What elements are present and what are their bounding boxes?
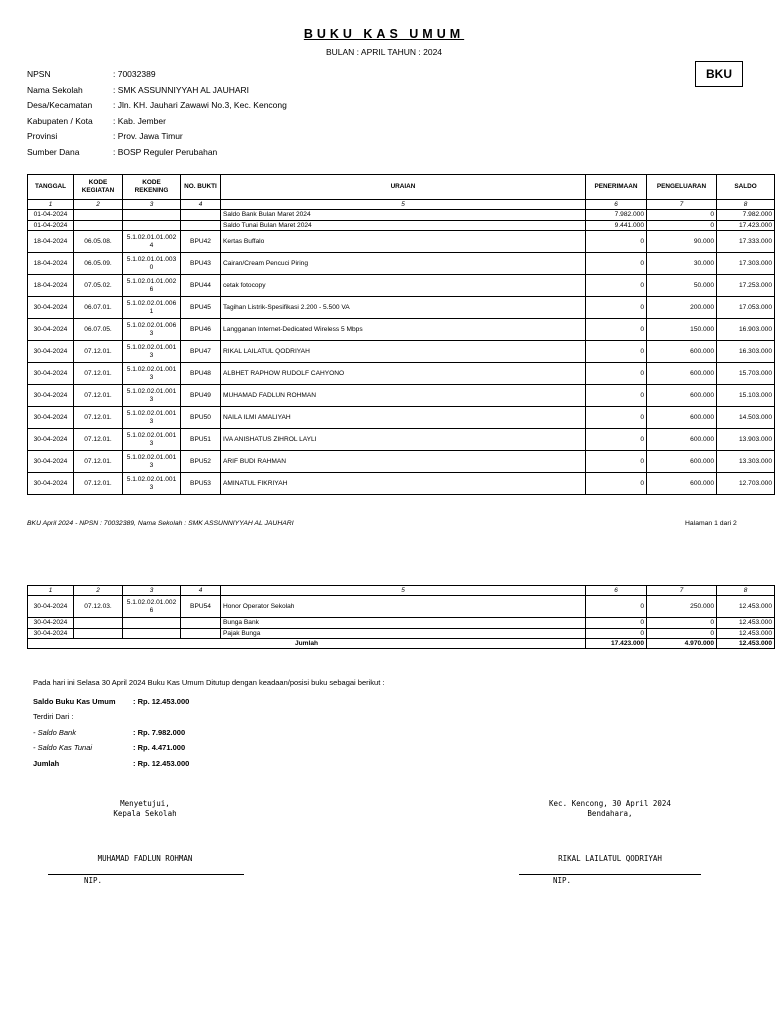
table-row <box>28 429 775 451</box>
total-row <box>28 639 775 649</box>
header-penerimaan: PENERIMAAN <box>586 175 647 200</box>
cell-tanggal: 30-04-2024 <box>28 297 74 319</box>
right-sign-title2: Bendahara, <box>587 809 633 818</box>
info-label: Desa/Kecamatan <box>27 100 93 110</box>
col-num: 4 <box>181 586 221 596</box>
total-penerimaan: 17.423.000 <box>586 639 647 649</box>
cell-kode-kegiatan: 06.05.08. <box>74 231 123 253</box>
bku-badge: BKU <box>695 61 743 87</box>
col-num: 6 <box>586 200 647 210</box>
jumlah-value: : Rp. 12.453.000 <box>133 759 190 768</box>
table-row <box>28 618 775 629</box>
cell-kode-rekening: 5.1.02.02.01.0013 <box>123 451 181 473</box>
cell-tanggal: 30-04-2024 <box>28 363 74 385</box>
cell-tanggal: 30-04-2024 <box>28 341 74 363</box>
page-footer-right: Halaman 1 dari 2 <box>685 520 737 527</box>
table-row <box>28 231 775 253</box>
cell-kode-kegiatan: 07.12.03. <box>74 596 123 618</box>
cell-kode-rekening: 5.1.02.02.01.0013 <box>123 385 181 407</box>
cell-kode-rekening: 5.1.02.02.01.0013 <box>123 407 181 429</box>
saldo-bku-label: Saldo Buku Kas Umum <box>33 697 116 706</box>
cell-saldo: 12.453.000 <box>717 618 775 629</box>
cell-uraian: cetak fotocopy <box>221 275 586 297</box>
cell-pengeluaran: 150.000 <box>647 319 717 341</box>
cell-kode-rekening: 5.1.02.02.01.0013 <box>123 363 181 385</box>
bku-table-page1 <box>27 174 775 495</box>
cell-kode-rekening: 5.1.02.01.01.0026 <box>123 275 181 297</box>
cell-tanggal: 18-04-2024 <box>28 275 74 297</box>
page-subtitle: BULAN : APRIL TAHUN : 2024 <box>325 47 443 57</box>
cell-pengeluaran: 50.000 <box>647 275 717 297</box>
cell-uraian: Saldo Bank Bulan Maret 2024 <box>221 210 586 221</box>
cell-penerimaan: 0 <box>586 341 647 363</box>
col-num: 5 <box>221 586 586 596</box>
info-label: Nama Sekolah <box>27 84 83 95</box>
info-label: Sumber Dana <box>27 146 80 157</box>
table-row <box>28 363 775 385</box>
col-num: 2 <box>74 586 123 596</box>
cell-uraian: Saldo Tunai Bulan Maret 2024 <box>221 220 586 231</box>
table-row <box>28 220 775 231</box>
jumlah-row <box>33 759 189 768</box>
cell-uraian: MUHAMAD FADLUN ROHMAN <box>221 385 586 407</box>
col-num: 4 <box>181 200 221 210</box>
cell-saldo: 12.703.000 <box>717 473 775 495</box>
cell-saldo: 16.303.000 <box>717 341 775 363</box>
info-label: Kabupaten / Kota <box>27 115 93 126</box>
cell-kode-kegiatan: 07.12.01. <box>74 385 123 407</box>
right-sign-name: RIKAL LAILATUL QODRIYAH <box>558 854 662 863</box>
info-row <box>27 69 287 85</box>
cell-pengeluaran: 0 <box>647 210 717 221</box>
cell-kode-rekening: 5.1.02.02.01.0013 <box>123 429 181 451</box>
col-num: 3 <box>123 200 181 210</box>
table-row <box>28 596 775 618</box>
cell-no-bukti: BPU51 <box>181 429 221 451</box>
cell-kode-rekening <box>123 618 181 629</box>
cell-kode-kegiatan <box>74 618 123 629</box>
col-num: 1 <box>28 200 74 210</box>
col-num: 6 <box>586 586 647 596</box>
cell-uraian: NAILA ILMI AMALIYAH <box>221 407 586 429</box>
cell-uraian: RIKAL LAILATUL QODRIYAH <box>221 341 586 363</box>
saldo-tunai-row <box>33 743 185 752</box>
total-label: Jumlah <box>28 639 586 649</box>
cell-kode-kegiatan: 06.05.09. <box>74 253 123 275</box>
cell-no-bukti <box>181 618 221 629</box>
cell-saldo: 17.303.000 <box>717 253 775 275</box>
info-value: : SMK ASSUNNIYYAH AL JAUHARI <box>113 84 250 95</box>
table-row <box>28 385 775 407</box>
cell-tanggal: 30-04-2024 <box>28 618 74 629</box>
cell-penerimaan: 0 <box>586 275 647 297</box>
cell-uraian: ARIF BUDI RAHMAN <box>221 451 586 473</box>
cell-penerimaan: 0 <box>586 297 647 319</box>
cell-pengeluaran: 600.000 <box>647 473 717 495</box>
column-number-row <box>28 200 775 210</box>
cell-no-bukti: BPU54 <box>181 596 221 618</box>
header-kode-kegiatan: KODE KEGIATAN <box>74 175 123 200</box>
left-sign-nip: NIP. <box>84 876 103 885</box>
saldo-bku-row <box>33 697 189 706</box>
cell-no-bukti: BPU42 <box>181 231 221 253</box>
cell-saldo: 17.423.000 <box>717 220 775 231</box>
cell-no-bukti: BPU49 <box>181 385 221 407</box>
left-sign-name: MUHAMAD FADLUN ROHMAN <box>97 854 193 863</box>
header-tanggal: TANGGAL <box>28 175 74 200</box>
cell-kode-rekening: 5.1.02.02.01.0061 <box>123 297 181 319</box>
cell-kode-kegiatan <box>74 220 123 231</box>
cell-tanggal: 30-04-2024 <box>28 429 74 451</box>
cell-kode-rekening <box>123 220 181 231</box>
cell-penerimaan: 7.982.000 <box>586 210 647 221</box>
cell-no-bukti: BPU48 <box>181 363 221 385</box>
cell-penerimaan: 0 <box>586 451 647 473</box>
cell-pengeluaran: 600.000 <box>647 385 717 407</box>
cell-saldo: 17.253.000 <box>717 275 775 297</box>
right-sign-nip: NIP. <box>553 876 572 885</box>
cell-kode-kegiatan: 07.12.01. <box>74 429 123 451</box>
header-kode-rekening: KODE REKENING <box>123 175 181 200</box>
cell-no-bukti <box>181 628 221 639</box>
cell-tanggal: 30-04-2024 <box>28 319 74 341</box>
cell-tanggal: 30-04-2024 <box>28 451 74 473</box>
cell-penerimaan: 0 <box>586 618 647 629</box>
cell-saldo: 17.053.000 <box>717 297 775 319</box>
info-value: : 70032389 <box>113 69 156 79</box>
cell-pengeluaran: 600.000 <box>647 451 717 473</box>
info-row <box>27 85 287 101</box>
cell-uraian: Kertas Buffalo <box>221 231 586 253</box>
table-row <box>28 341 775 363</box>
cell-saldo: 17.333.000 <box>717 231 775 253</box>
cell-tanggal: 30-04-2024 <box>28 596 74 618</box>
cell-uraian: Cairan/Cream Pencuci Piring <box>221 253 586 275</box>
cell-penerimaan: 9.441.000 <box>586 220 647 231</box>
left-sign-title2: Kepala Sekolah <box>113 809 177 818</box>
cell-tanggal: 30-04-2024 <box>28 473 74 495</box>
cell-uraian: Bunga Bank <box>221 618 586 629</box>
cell-tanggal: 01-04-2024 <box>28 210 74 221</box>
cell-no-bukti: BPU43 <box>181 253 221 275</box>
cell-uraian: IVA ANISHATUS ZIHROL LAYLI <box>221 429 586 451</box>
table-row <box>28 628 775 639</box>
table-row <box>28 253 775 275</box>
cell-saldo: 12.453.000 <box>717 628 775 639</box>
table-row <box>28 297 775 319</box>
saldo-bku-value: : Rp. 12.453.000 <box>133 697 190 706</box>
table-header-row <box>28 175 775 200</box>
header-saldo: SALDO <box>717 175 775 200</box>
cell-kode-rekening: 5.1.02.01.01.0030 <box>123 253 181 275</box>
cell-no-bukti: BPU50 <box>181 407 221 429</box>
table-row <box>28 473 775 495</box>
cell-kode-kegiatan: 07.12.01. <box>74 341 123 363</box>
cell-kode-rekening: 5.1.02.02.01.0026 <box>123 596 181 618</box>
cell-pengeluaran: 200.000 <box>647 297 717 319</box>
column-number-row <box>28 586 775 596</box>
cell-penerimaan: 0 <box>586 473 647 495</box>
cell-uraian: Honor Operator Sekolah <box>221 596 586 618</box>
right-sign-title1: Kec. Kencong, 30 April 2024 <box>549 799 671 808</box>
cell-kode-rekening: 5.1.02.02.01.0063 <box>123 319 181 341</box>
cell-kode-kegiatan: 06.07.05. <box>74 319 123 341</box>
header-pengeluaran: PENGELUARAN <box>647 175 717 200</box>
cell-kode-kegiatan <box>74 210 123 221</box>
bku-table-page2 <box>27 585 775 649</box>
page-footer-left: BKU April 2024 - NPSN : 70032389, Nama Sekolah : SMK ASSUNNIYYAH AL JAUHARI <box>27 520 294 527</box>
cell-kode-rekening: 5.1.02.02.01.0013 <box>123 341 181 363</box>
cell-no-bukti <box>181 210 221 221</box>
cell-no-bukti: BPU47 <box>181 341 221 363</box>
cell-penerimaan: 0 <box>586 363 647 385</box>
cell-saldo: 12.453.000 <box>717 596 775 618</box>
left-sign-line <box>48 874 244 875</box>
school-info <box>27 69 287 162</box>
cell-uraian: ALBHET RAPHOW RUDOLF CAHYONO <box>221 363 586 385</box>
cell-saldo: 14.503.000 <box>717 407 775 429</box>
cell-pengeluaran: 0 <box>647 618 717 629</box>
saldo-bank-value: : Rp. 7.982.000 <box>133 728 186 737</box>
cell-tanggal: 30-04-2024 <box>28 385 74 407</box>
total-saldo: 12.453.000 <box>717 639 775 649</box>
info-label: NPSN <box>27 69 51 79</box>
cell-penerimaan: 0 <box>586 407 647 429</box>
cell-saldo: 7.982.000 <box>717 210 775 221</box>
cell-kode-kegiatan: 07.05.02. <box>74 275 123 297</box>
cell-pengeluaran: 30.000 <box>647 253 717 275</box>
info-row <box>27 116 287 132</box>
table-row <box>28 407 775 429</box>
cell-kode-kegiatan: 07.12.01. <box>74 363 123 385</box>
cell-uraian: Pajak Bunga <box>221 628 586 639</box>
cell-pengeluaran: 600.000 <box>647 363 717 385</box>
cell-saldo: 13.903.000 <box>717 429 775 451</box>
cell-no-bukti <box>181 220 221 231</box>
col-num: 2 <box>74 200 123 210</box>
cell-pengeluaran: 0 <box>647 220 717 231</box>
cell-saldo: 15.703.000 <box>717 363 775 385</box>
cell-kode-kegiatan <box>74 628 123 639</box>
cell-pengeluaran: 90.000 <box>647 231 717 253</box>
cell-tanggal: 18-04-2024 <box>28 253 74 275</box>
cell-no-bukti: BPU44 <box>181 275 221 297</box>
info-value: : Kab. Jember <box>113 115 166 126</box>
cell-kode-kegiatan: 07.12.01. <box>74 407 123 429</box>
cell-no-bukti: BPU52 <box>181 451 221 473</box>
cell-penerimaan: 0 <box>586 319 647 341</box>
col-num: 7 <box>647 200 717 210</box>
col-num: 8 <box>717 200 775 210</box>
cell-saldo: 16.903.000 <box>717 319 775 341</box>
cell-kode-rekening <box>123 210 181 221</box>
total-pengeluaran: 4.970.000 <box>647 639 717 649</box>
page-title: BUKU KAS UMUM <box>303 27 465 41</box>
cell-penerimaan: 0 <box>586 429 647 451</box>
right-sign-line <box>519 874 701 875</box>
col-num: 7 <box>647 586 717 596</box>
cell-tanggal: 30-04-2024 <box>28 407 74 429</box>
cell-penerimaan: 0 <box>586 253 647 275</box>
terdiri-dari: Terdiri Dari : <box>33 712 74 721</box>
cell-pengeluaran: 600.000 <box>647 429 717 451</box>
left-sign-title1: Menyetujui, <box>120 799 170 808</box>
col-num: 5 <box>221 200 586 210</box>
info-value: : BOSP Reguler Perubahan <box>113 146 218 157</box>
cell-no-bukti: BPU45 <box>181 297 221 319</box>
cell-saldo: 15.103.000 <box>717 385 775 407</box>
jumlah-label: Jumlah <box>33 759 60 768</box>
col-num: 8 <box>717 586 775 596</box>
cell-penerimaan: 0 <box>586 596 647 618</box>
cell-tanggal: 30-04-2024 <box>28 628 74 639</box>
cell-kode-rekening: 5.1.02.02.01.0013 <box>123 473 181 495</box>
cell-uraian: AMINATUL FIKRIYAH <box>221 473 586 495</box>
saldo-bank-label: - Saldo Bank <box>33 728 76 737</box>
table-row <box>28 275 775 297</box>
cell-saldo: 13.303.000 <box>717 451 775 473</box>
cell-kode-kegiatan: 07.12.01. <box>74 473 123 495</box>
cell-kode-kegiatan: 07.12.01. <box>74 451 123 473</box>
col-num: 1 <box>28 586 74 596</box>
cell-pengeluaran: 250.000 <box>647 596 717 618</box>
info-value: : Jln. KH. Jauhari Zawawi No.3, Kec. Kencong <box>113 100 287 110</box>
cell-tanggal: 18-04-2024 <box>28 231 74 253</box>
col-num: 3 <box>123 586 181 596</box>
info-label: Provinsi <box>27 131 58 141</box>
header-no-bukti: NO. BUKTI <box>181 175 221 200</box>
saldo-tunai-value: : Rp. 4.471.000 <box>133 743 186 752</box>
table-row <box>28 319 775 341</box>
cell-kode-rekening: 5.1.02.01.01.0024 <box>123 231 181 253</box>
cell-no-bukti: BPU53 <box>181 473 221 495</box>
info-row <box>27 131 287 147</box>
cell-pengeluaran: 600.000 <box>647 341 717 363</box>
info-row <box>27 100 287 116</box>
info-row <box>27 147 287 163</box>
cell-pengeluaran: 600.000 <box>647 407 717 429</box>
saldo-tunai-label: - Saldo Kas Tunai <box>33 743 93 752</box>
saldo-bank-row <box>33 728 185 737</box>
cell-pengeluaran: 0 <box>647 628 717 639</box>
cell-penerimaan: 0 <box>586 628 647 639</box>
table-row <box>28 210 775 221</box>
cell-tanggal: 01-04-2024 <box>28 220 74 231</box>
cell-penerimaan: 0 <box>586 385 647 407</box>
cell-uraian: Tagihan Listrik-Spesifikasi 2.200 - 5.500 VA <box>221 297 586 319</box>
cell-kode-kegiatan: 06.07.01. <box>74 297 123 319</box>
table-row <box>28 451 775 473</box>
info-value: : Prov. Jawa Timur <box>113 131 183 141</box>
cell-penerimaan: 0 <box>586 231 647 253</box>
header-uraian: URAIAN <box>221 175 586 200</box>
closing-statement: Pada hari ini Selasa 30 April 2024 Buku Kas Umum Ditutup dengan keadaan/posisi buku sebagai berikut : <box>33 678 385 687</box>
cell-no-bukti: BPU46 <box>181 319 221 341</box>
cell-kode-rekening <box>123 628 181 639</box>
cell-uraian: Langganan Internet-Dedicated Wireless 5 Mbps <box>221 319 586 341</box>
